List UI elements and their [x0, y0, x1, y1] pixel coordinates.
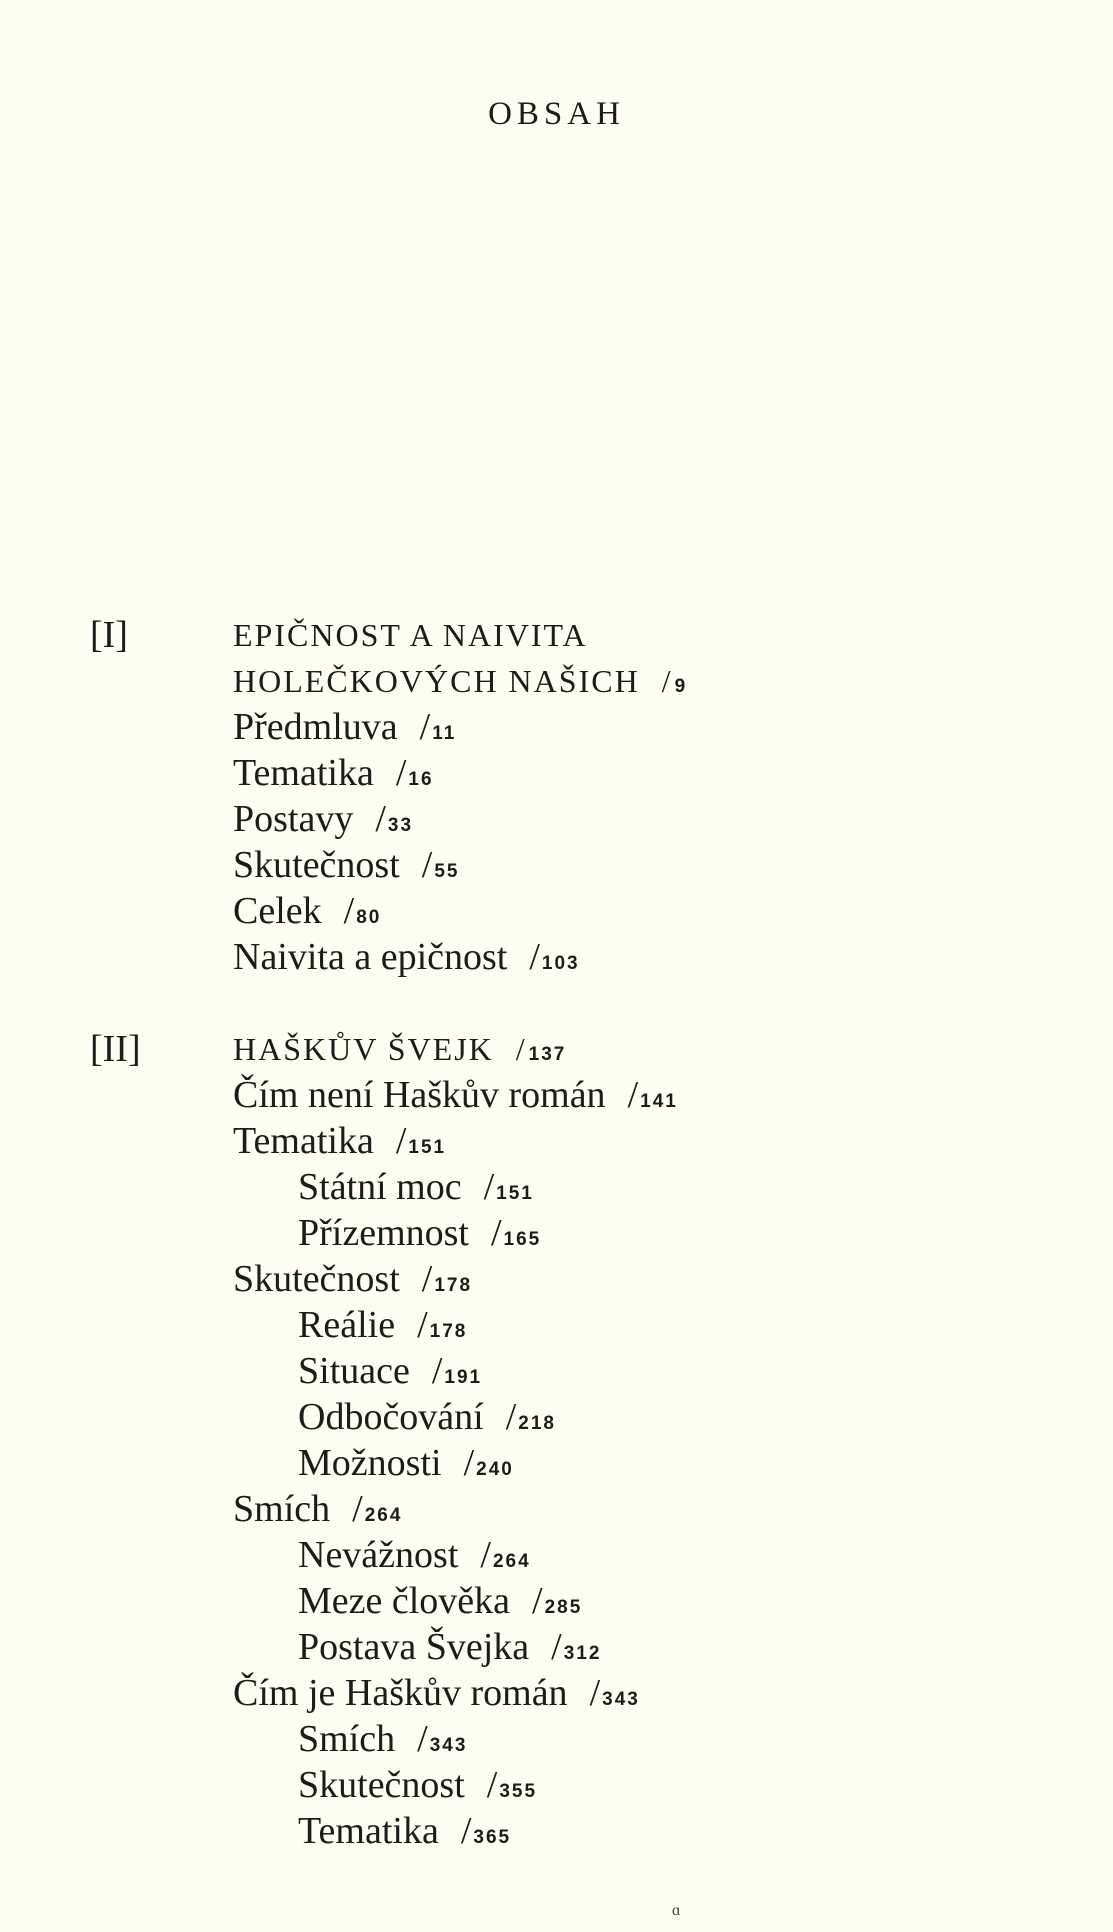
page-separator: /	[431, 1350, 443, 1392]
page-separator: /	[551, 1626, 562, 1668]
page-number: 312	[563, 1643, 602, 1664]
page-separator: /	[483, 1166, 495, 1208]
entry-title: Skutečnost	[298, 1764, 465, 1806]
page-separator: /	[627, 1074, 639, 1116]
entry-title: Skutečnost	[233, 844, 400, 886]
page-separator: /	[529, 936, 540, 978]
page-separator: /	[515, 1031, 527, 1067]
page-number: 343	[602, 1689, 640, 1710]
page-number: 191	[444, 1367, 483, 1388]
entry-title: Smích	[298, 1718, 396, 1760]
page-separator: /	[460, 1810, 472, 1852]
page-number: 141	[640, 1091, 678, 1112]
toc-entry	[233, 1026, 566, 1078]
page-separator: /	[589, 1672, 601, 1714]
page-number: 137	[528, 1044, 567, 1065]
toc-entry	[233, 658, 687, 710]
page-number: 264	[492, 1551, 531, 1572]
entry-title: Skutečnost	[233, 1258, 400, 1300]
ink-mark: ɑ	[672, 1902, 681, 1919]
page-separator: /	[486, 1764, 498, 1806]
entry-title: Čím je Haškův román	[233, 1672, 568, 1714]
entry-title: Meze člověka	[298, 1580, 511, 1622]
entry-title: Tematika	[233, 1120, 374, 1162]
entry-title: HOLEČKOVÝCH NAŠICH	[233, 663, 640, 699]
page-number: 151	[496, 1183, 534, 1204]
page-number: 285	[544, 1597, 583, 1618]
page-separator: /	[532, 1580, 543, 1622]
page-separator: /	[490, 1212, 502, 1254]
page-number: 9	[674, 676, 688, 697]
page-separator: /	[419, 706, 431, 748]
entry-title: EPIČNOST A NAIVITA	[233, 617, 588, 653]
page-number: 343	[429, 1735, 468, 1756]
entry-title: Čím není Haškův román	[233, 1074, 606, 1116]
page-separator: /	[417, 1718, 428, 1760]
entry-title: Možnosti	[298, 1442, 442, 1484]
entry-title: Celek	[233, 890, 322, 932]
page-number: 11	[432, 723, 457, 744]
page-separator: /	[352, 1488, 363, 1530]
page-separator: /	[395, 1120, 407, 1162]
entry-title: Situace	[298, 1350, 410, 1392]
page-number: 55	[434, 861, 460, 882]
entry-title: Nevážnost	[298, 1534, 459, 1576]
entry-title: Přízemnost	[298, 1212, 469, 1254]
page-number: 33	[387, 815, 414, 836]
entry-title: Postava Švejka	[298, 1626, 530, 1668]
page-separator: /	[421, 1258, 433, 1300]
page-number: 264	[364, 1505, 403, 1526]
page-separator: /	[480, 1534, 491, 1576]
entry-title: HAŠKŮV ŠVEJK	[233, 1031, 494, 1067]
section-number: [I]	[90, 614, 128, 656]
page-separator: /	[375, 798, 386, 840]
page-number: 165	[503, 1229, 542, 1250]
page-separator: /	[343, 890, 355, 932]
page-separator: /	[463, 1442, 475, 1484]
page-number: 80	[356, 907, 382, 928]
entry-title: Reálie	[298, 1304, 396, 1346]
toc-entry	[233, 934, 580, 987]
entry-title: Státní moc	[298, 1166, 462, 1208]
page-separator: /	[417, 1304, 428, 1346]
page-separator: /	[395, 752, 407, 794]
page-number: 240	[476, 1459, 514, 1480]
page-number: 178	[429, 1321, 468, 1342]
entry-title: Naivita a epičnost	[233, 936, 508, 978]
page-number: 16	[408, 769, 434, 790]
page-separator: /	[661, 663, 673, 699]
entry-title: Předmluva	[233, 706, 398, 748]
page-separator: /	[505, 1396, 517, 1438]
entry-title: Smích	[233, 1488, 331, 1530]
entry-title: Tematika	[233, 752, 374, 794]
page-number: 151	[408, 1137, 447, 1158]
entry-title: Odbočování	[298, 1396, 484, 1438]
toc-entry	[298, 1808, 511, 1861]
page-separator: /	[421, 844, 433, 886]
page-number: 103	[541, 953, 580, 974]
page-number: 178	[434, 1275, 473, 1296]
entry-title: Postavy	[233, 798, 354, 840]
section-number: [II]	[90, 1028, 141, 1070]
page-number: 355	[499, 1781, 538, 1802]
page-title: OBSAH	[488, 96, 625, 132]
page-number: 365	[473, 1827, 512, 1848]
entry-title: Tematika	[298, 1810, 439, 1852]
page-number: 218	[518, 1413, 556, 1434]
toc-entry	[233, 612, 588, 658]
